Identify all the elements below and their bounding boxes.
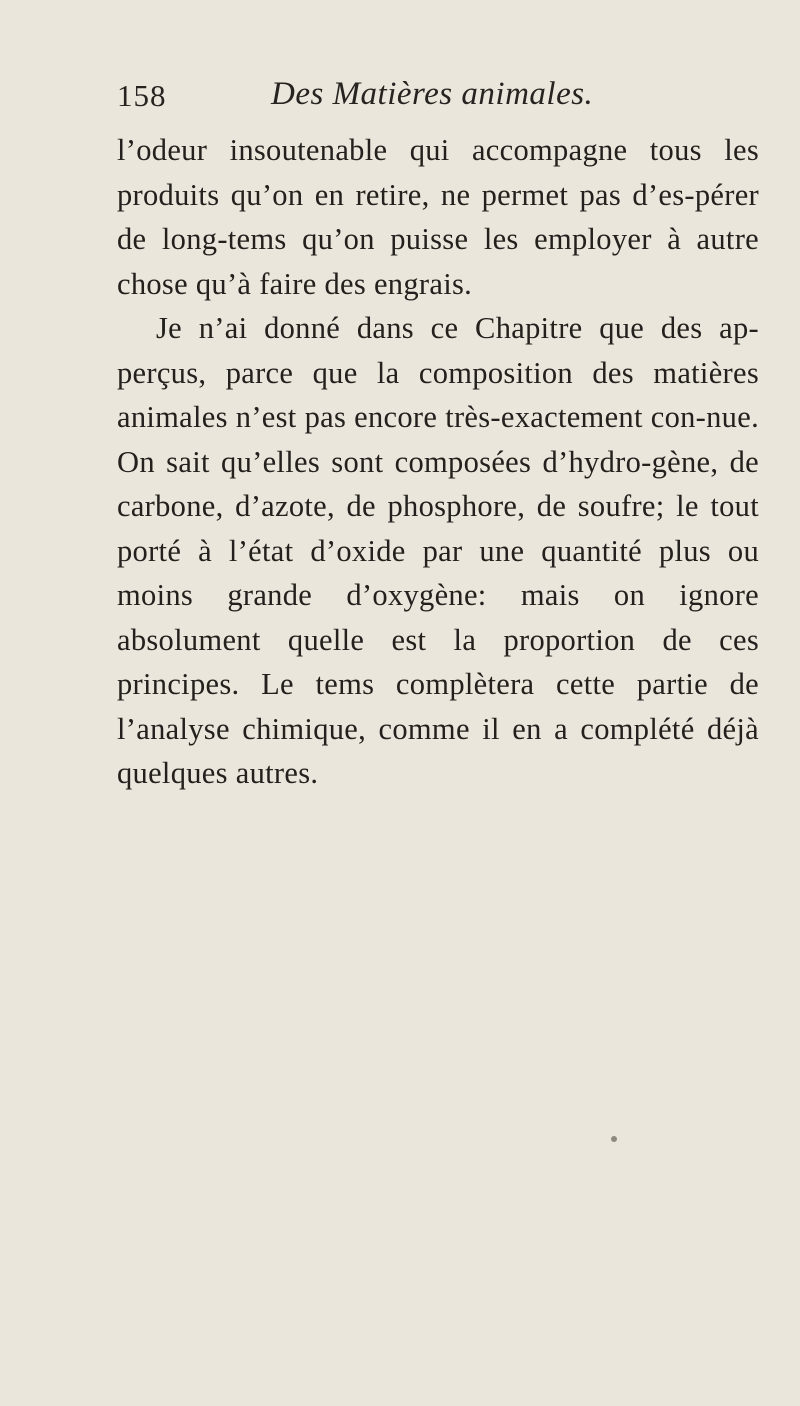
ink-speck: [611, 1136, 617, 1142]
paragraph: Je n’ai donné dans ce Chapitre que des ap-perçus, parce que la composition des matières animales n’est pas encore très-exactement con-nue. On sait qu’elles sont composées d’hydro-gène, de carbone, d’azote, de phosphore, de soufre; le tout porté à l’état d’oxide par une quantité plus ou moins grande d’oxygène: mais on ignore absolument quelle est la proportion de ces principes. Le tems complètera cette partie de l’analyse chimique, comme il en a complété déjà quelques autres.: [117, 311, 759, 790]
page-number: 158: [117, 78, 167, 113]
paragraph-continued: l’odeur insoutenable qui accompagne tous les produits qu’on en retire, ne permet pas d’es-pérer de long-tems qu’on puisse les employer à autre chose qu’à faire des engrais.: [117, 133, 759, 301]
running-title: Des Matières animales.: [271, 76, 594, 112]
running-head: [117, 78, 717, 120]
body-text: [117, 128, 759, 796]
